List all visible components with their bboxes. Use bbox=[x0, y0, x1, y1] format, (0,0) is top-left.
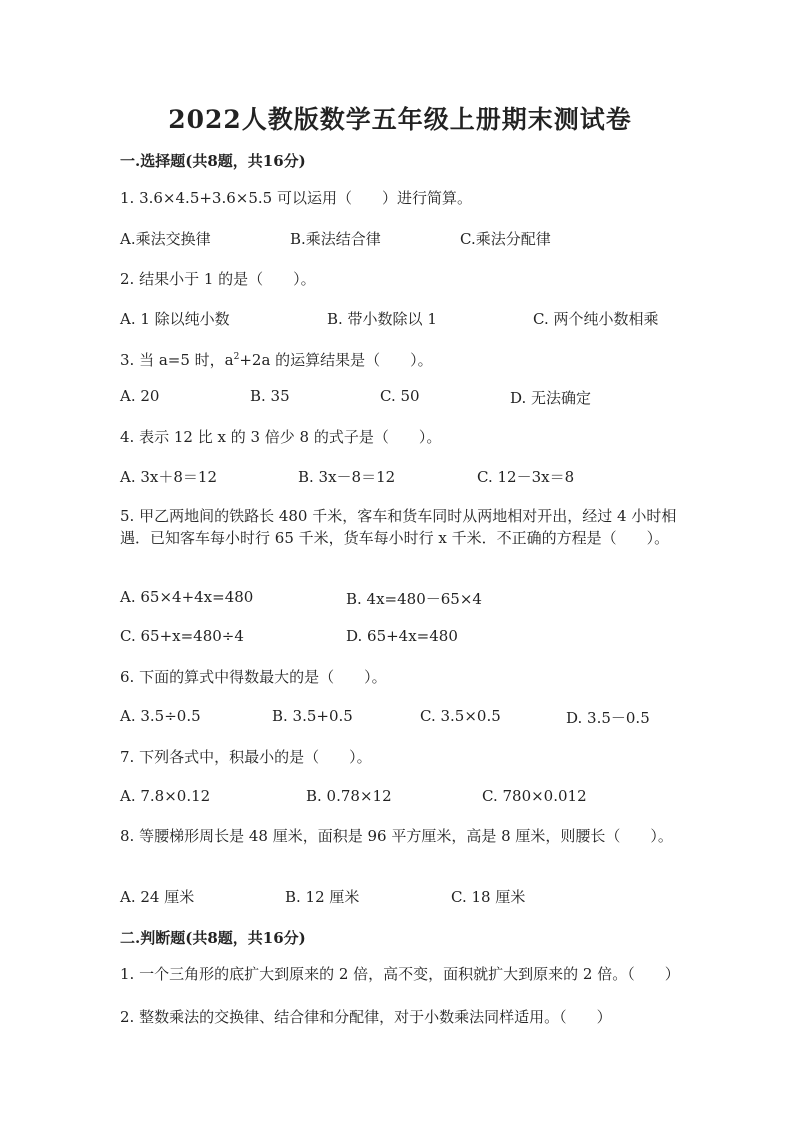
question-5-option-a: A. 65×4+4x=480 bbox=[120, 588, 254, 606]
question-3-text-end: +2a 的运算结果是（ ）。 bbox=[239, 351, 433, 369]
question-7-option-a: A. 7.8×0.12 bbox=[120, 787, 211, 805]
question-4: 4. 表示 12 比 x 的 3 倍少 8 的式子是（ ）。 bbox=[120, 428, 442, 446]
question-7: 7. 下列各式中，积最小的是（ ）。 bbox=[120, 748, 372, 766]
question-5-option-b: B. 4x=480－65×4 bbox=[346, 590, 482, 608]
question-3-option-d: D. 无法确定 bbox=[510, 389, 592, 407]
question-3-option-a: A. 20 bbox=[120, 387, 160, 405]
question-6-option-c: C. 3.5×0.5 bbox=[420, 707, 501, 725]
question-3-text-start: 3. 当 a=5 时，a bbox=[120, 351, 234, 369]
question-6-option-a: A. 3.5÷0.5 bbox=[120, 707, 201, 725]
question-8-option-b: B. 12 厘米 bbox=[285, 888, 360, 906]
question-5: 5. 甲乙两地间的铁路长 480 千米，客车和货车同时从两地相对开出，经过 4 小时相遇．已知客车每小时行 65 千米，货车每小时行 x 千米．不正确的方程是（ ）。 bbox=[120, 507, 677, 547]
question-3 bbox=[120, 346, 433, 371]
question-3-exponent: 2 bbox=[233, 352, 240, 362]
question-2-option-c: C. 两个纯小数相乘 bbox=[533, 310, 659, 328]
question-1: 1. 3.6×4.5+3.6×5.5 可以运用（ ）进行简算。 bbox=[120, 189, 472, 207]
question-2-option-a: A. 1 除以纯小数 bbox=[120, 310, 230, 328]
question-5-option-d: D. 65+4x=480 bbox=[346, 627, 458, 645]
page-title: 2022人教版数学五年级上册期末测试卷 bbox=[168, 105, 632, 134]
question-1-option-b: B.乘法结合律 bbox=[290, 230, 381, 248]
question-6-option-b: B. 3.5+0.5 bbox=[272, 707, 353, 725]
section-heading-choice: 一.选择题(共8题，共16分) bbox=[120, 152, 306, 170]
question-4-option-a: A. 3x＋8＝12 bbox=[120, 468, 218, 486]
judgment-1: 1. 一个三角形的底扩大到原来的 2 倍，高不变，面积就扩大到原来的 2 倍。（ ） bbox=[120, 965, 680, 983]
question-1-option-c: C.乘法分配律 bbox=[460, 230, 551, 248]
section-heading-judgment: 二.判断题(共8题，共16分) bbox=[120, 929, 306, 947]
question-7-option-c: C. 780×0.012 bbox=[482, 787, 587, 805]
question-6: 6. 下面的算式中得数最大的是（ ）。 bbox=[120, 668, 387, 686]
question-8: 8. 等腰梯形周长是 48 厘米，面积是 96 平方厘米，高是 8 厘米，则腰长（ ）。 bbox=[120, 827, 673, 845]
question-5-option-c: C. 65+x=480÷4 bbox=[120, 627, 244, 645]
question-8-option-a: A. 24 厘米 bbox=[120, 888, 195, 906]
question-8-option-c: C. 18 厘米 bbox=[451, 888, 526, 906]
question-3-option-c: C. 50 bbox=[380, 387, 420, 405]
question-4-option-c: C. 12－3x＝8 bbox=[477, 468, 575, 486]
question-4-option-b: B. 3x－8＝12 bbox=[298, 468, 396, 486]
question-7-option-b: B. 0.78×12 bbox=[306, 787, 392, 805]
question-1-option-a: A.乘法交换律 bbox=[120, 230, 211, 248]
question-2: 2. 结果小于 1 的是（ ）。 bbox=[120, 270, 316, 288]
question-3-option-b: B. 35 bbox=[250, 387, 290, 405]
judgment-2: 2. 整数乘法的交换律、结合律和分配律，对于小数乘法同样适用。（ ） bbox=[120, 1008, 612, 1026]
question-6-option-d: D. 3.5－0.5 bbox=[566, 709, 650, 727]
question-2-option-b: B. 带小数除以 1 bbox=[327, 310, 437, 328]
